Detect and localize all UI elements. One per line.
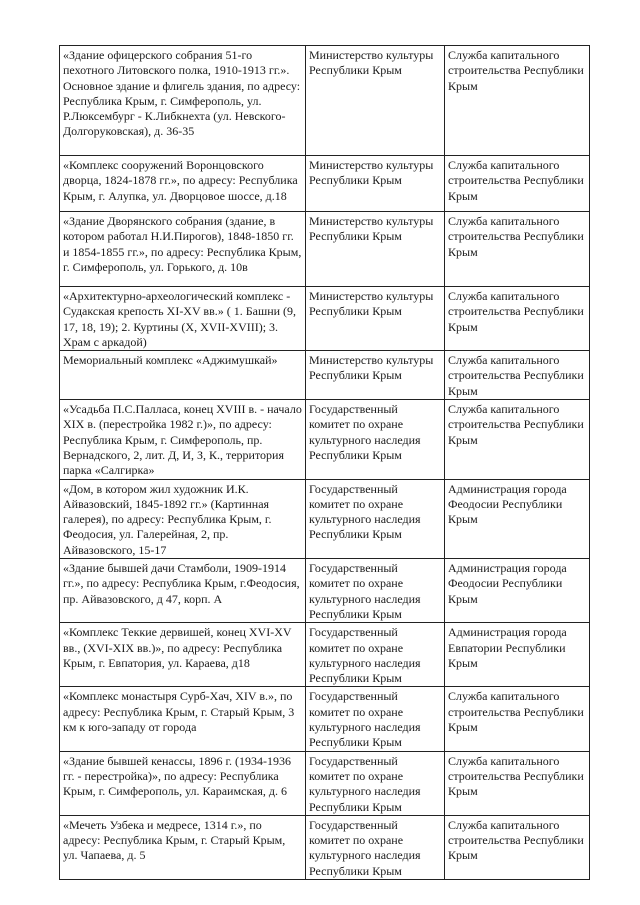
authority-cell: Государственный комитет по охране культурного наследия Республики Крым bbox=[306, 400, 445, 479]
user-cell: Служба капитального строительства Республики Крым bbox=[445, 751, 590, 815]
table-row bbox=[60, 400, 590, 479]
object-cell: «Дом, в котором жил художник И.К. Айвазовский, 1845-1892 гг.» (Картинная галерея), по адресу: Республика Крым, г. Феодосия, ул. Галерейная, 2, пр. Айвазовского, 15-17 bbox=[60, 479, 306, 558]
user-cell: Служба капитального строительства Республики Крым bbox=[445, 815, 590, 879]
table-row bbox=[60, 623, 590, 687]
authority-cell: Министерство культуры Республики Крым bbox=[306, 351, 445, 400]
user-cell: Служба капитального строительства Республики Крым bbox=[445, 400, 590, 479]
table-row bbox=[60, 351, 590, 400]
table-row bbox=[60, 751, 590, 815]
authority-cell: Министерство культуры Республики Крым bbox=[306, 156, 445, 212]
authority-cell: Государственный комитет по охране культурного наследия Республики Крым bbox=[306, 751, 445, 815]
user-cell: Администрация города Феодосии Республики Крым bbox=[445, 479, 590, 558]
object-cell: «Здание бывшей дачи Стамболи, 1909-1914 гг.», по адресу: Республика Крым, г.Феодосия, пр. Айвазовского, д 47, корп. А bbox=[60, 559, 306, 623]
user-cell: Администрация города Феодосии Республики Крым bbox=[445, 559, 590, 623]
user-cell: Служба капитального строительства Республики Крым bbox=[445, 287, 590, 351]
user-cell: Администрация города Евпатории Республики Крым bbox=[445, 623, 590, 687]
object-cell: Мемориальный комплекс «Аджимушкай» bbox=[60, 351, 306, 400]
user-cell: Служба капитального строительства Республики Крым bbox=[445, 46, 590, 156]
authority-cell: Государственный комитет по охране культурного наследия Республики Крым bbox=[306, 687, 445, 751]
object-cell: «Мечеть Узбека и медресе, 1314 г.», по адресу: Республика Крым, г. Старый Крым, ул. Чапаева, д. 5 bbox=[60, 815, 306, 879]
table-row bbox=[60, 287, 590, 351]
object-cell: «Архитектурно-археологический комплекс - Судакская крепость XI-XV вв.» ( 1. Башни (9, 17, 18, 19); 2. Куртины (X, XVII-XVIII); 3. Храм с аркадой) bbox=[60, 287, 306, 351]
table-row bbox=[60, 479, 590, 558]
object-cell: «Здание Дворянского собрания (здание, в котором работал Н.И.Пирогов), 1848-1850 гг. и 1854-1855 гг.», по адресу: Республика Крым, г. Симферополь, ул. Горького, д. 10в bbox=[60, 212, 306, 287]
table-row bbox=[60, 687, 590, 751]
table-row bbox=[60, 815, 590, 879]
heritage-objects-table bbox=[59, 45, 590, 880]
object-cell: «Здание бывшей кенассы, 1896 г. (1934-1936 гг. - перестройка)», по адресу: Республика Крым, г. Симферополь, ул. Караимская, д. 6 bbox=[60, 751, 306, 815]
user-cell: Служба капитального строительства Республики Крым bbox=[445, 156, 590, 212]
user-cell: Служба капитального строительства Республики Крым bbox=[445, 687, 590, 751]
object-cell: «Комплекс сооружений Воронцовского дворца, 1824-1878 гг.», по адресу: Республика Крым, г. Алупка, ул. Дворцовое шоссе, д.18 bbox=[60, 156, 306, 212]
authority-cell: Государственный комитет по охране культурного наследия Республики Крым bbox=[306, 559, 445, 623]
authority-cell: Министерство культуры Республики Крым bbox=[306, 212, 445, 287]
authority-cell: Государственный комитет по охране культурного наследия Республики Крым bbox=[306, 815, 445, 879]
object-cell: «Здание офицерского собрания 51-го пехотного Литовского полка, 1910-1913 гг.». Основное здание и флигель здания, по адресу: Республика Крым, г. Симферополь, ул. Р.Люксембург - К.Либкнехта (ул. Невского-Долгоруковская), д. 36-35 bbox=[60, 46, 306, 156]
object-cell: «Комплекс Теккие дервишей, конец XVI-XV вв., (XVI-XIX вв.)», по адресу: Республика Крым, г. Евпатория, ул. Караева, д18 bbox=[60, 623, 306, 687]
authority-cell: Государственный комитет по охране культурного наследия Республики Крым bbox=[306, 623, 445, 687]
object-cell: «Комплекс монастыря Сурб-Хач, XIV в.», по адресу: Республика Крым, г. Старый Крым, 3 км к юго-западу от города bbox=[60, 687, 306, 751]
table-row bbox=[60, 559, 590, 623]
table-row bbox=[60, 46, 590, 156]
authority-cell: Министерство культуры Республики Крым bbox=[306, 46, 445, 156]
table-row bbox=[60, 212, 590, 287]
table-row bbox=[60, 156, 590, 212]
object-cell: «Усадьба П.С.Палласа, конец XVIII в. - начало XIX в. (перестройка 1982 г.)», по адресу: Республика Крым, г. Симферополь, пр. Вернадского, 2, лит. Д, И, З, К., территория парка «Салгирка» bbox=[60, 400, 306, 479]
authority-cell: Государственный комитет по охране культурного наследия Республики Крым bbox=[306, 479, 445, 558]
user-cell: Служба капитального строительства Республики Крым bbox=[445, 212, 590, 287]
user-cell: Служба капитального строительства Республики Крым bbox=[445, 351, 590, 400]
authority-cell: Министерство культуры Республики Крым bbox=[306, 287, 445, 351]
